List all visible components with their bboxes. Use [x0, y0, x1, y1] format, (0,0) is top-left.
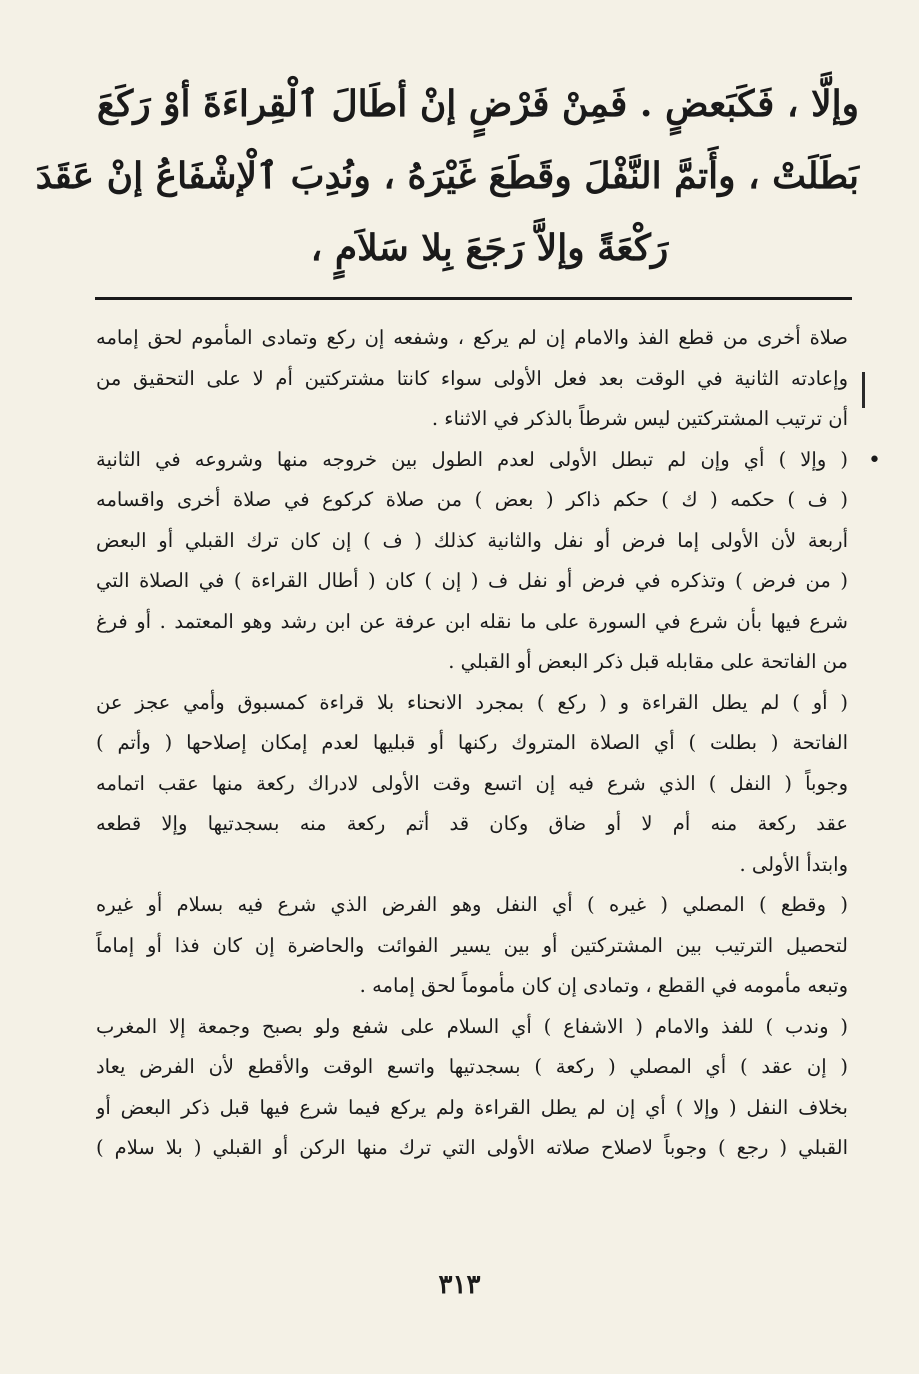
paragraph — [96, 318, 848, 440]
text-line: صلاة أخرى من قطع الفذ والامام إن لم يركع ، وشفعه إن ركع وتمادى المأموم لحق إمامه — [96, 326, 848, 349]
text-line: وابتدأ الأولى . — [739, 852, 848, 876]
text-line: وإعادته الثانية في الوقت بعد فعل الأولى سواء كانتا مشتركتين أم لا على التحقيق من — [96, 366, 848, 390]
page-number: ٣١٣ — [438, 1270, 481, 1300]
text-line: الفاتحة ( بطلت ) أي الصلاة المتروك ركنها أو قبليها لعدم إمكان إصلاحها ( وأتم ) — [96, 731, 848, 754]
text-line: عقد ركعة منه أم لا أو ضاق وكان قد أتم ركعة منه بسجدتيها وإلا قطعه — [96, 812, 848, 835]
text-line: ( وإلا ) أي وإن لم تبطل الأولى لعدم الطول بين خروجه منها وشروعه في الثانية — [96, 447, 848, 471]
text-line: ( أو ) لم يطل القراءة و ( ركع ) بمجرد الانحناء بلا قراءة كمسبوق وأمي عجز عن — [96, 690, 848, 714]
paragraph — [96, 885, 848, 1007]
paragraph — [96, 1007, 848, 1169]
text-line: القبلي ( رجع ) وجوباً لاصلاح صلاته الأولى التي ترك منها الركن أو القبلي ( بلا سلام ) — [96, 1136, 848, 1159]
text-line: من الفاتحة على مقابله قبل ذكر البعض أو القبلي . — [448, 650, 848, 673]
text-line: أن ترتيب المشتركتين ليس شرطاً بالذكر في الاثناء . — [431, 407, 848, 430]
matn-line: وإلَّا ، فَكَبَعضٍ . فَمِنْ فَرْضٍ إنْ أطَالَ ٱلْقِراءَةَ أوْ رَكَعَ — [96, 83, 859, 125]
matn-line: رَكْعَةً وإلاَّ رَجَعَ بِلا سَلاَمٍ ، — [310, 227, 669, 269]
text-line: ( إن عقد ) أي المصلي ( ركعة ) بسجدتيها واتسع الوقت والأقطع لأن الفرض يعاد — [96, 1055, 848, 1078]
text-line: وجوباً ( النفل ) الذي شرع فيه إن اتسع وقت الأولى لادراك ركعة منها عقب اتمامه — [96, 771, 848, 795]
text-line: ( ف ) حكمه ( ك ) حكم ذاكر ( بعض ) من صلاة كركوع في صلاة أخرى واقسامه — [96, 488, 848, 511]
text-line: ( وقطع ) المصلي ( غيره ) أي النفل وهو الفرض الذي شرع فيه بسلام أو غيره — [96, 893, 848, 916]
section-divider — [95, 297, 852, 300]
scan-margin-mark — [862, 372, 865, 408]
matn-line: بَطَلَتْ ، وأَتمَّ النَّفْلَ وقَطَعَ غَيْرَهُ ، ونُدِبَ ٱلْإشْفَاعُ إنْ عَقَدَ — [35, 155, 859, 197]
text-line: لتحصيل الترتيب بين المشتركتين أو بين يسير الفوائت والحاضرة إن كان فذا أو إماماً — [96, 933, 848, 957]
text-line: أربعة لأن الأولى إما فرض أو نفل والثانية كذلك ( ف ) إن كان ترك القبلي أو البعض — [96, 528, 848, 552]
text-line: شرع فيها بأن شرع في السورة على ما نقله ابن عرفة عن ابن رشد وهو المعتمد . أو فرغ — [96, 609, 848, 633]
text-line: بخلاف النفل ( وإلا ) أي إن لم يطل القراءة ولم يركع فيما شرع فيها قبل ذكر البعض أو — [96, 1095, 848, 1119]
text-line: وتبعه مأمومه في القطع ، وتمادى إن كان مأموماً لحق إمامه . — [359, 974, 848, 997]
commentary-text — [96, 318, 848, 1169]
paragraph — [96, 440, 848, 683]
text-line: ( من فرض ) وتذكره في فرض أو نفل ف ( إن ) كان ( أطال القراءة ) في الصلاة التي — [96, 569, 848, 592]
matn-text — [35, 68, 859, 284]
text-line: ( وندب ) للفذ والامام ( الاشفاع ) أي السلام على شفع ولو بصبح وجمعة إلا المغرب — [96, 1014, 848, 1038]
scan-edge-mark: • — [868, 448, 881, 473]
paragraph — [96, 683, 848, 886]
